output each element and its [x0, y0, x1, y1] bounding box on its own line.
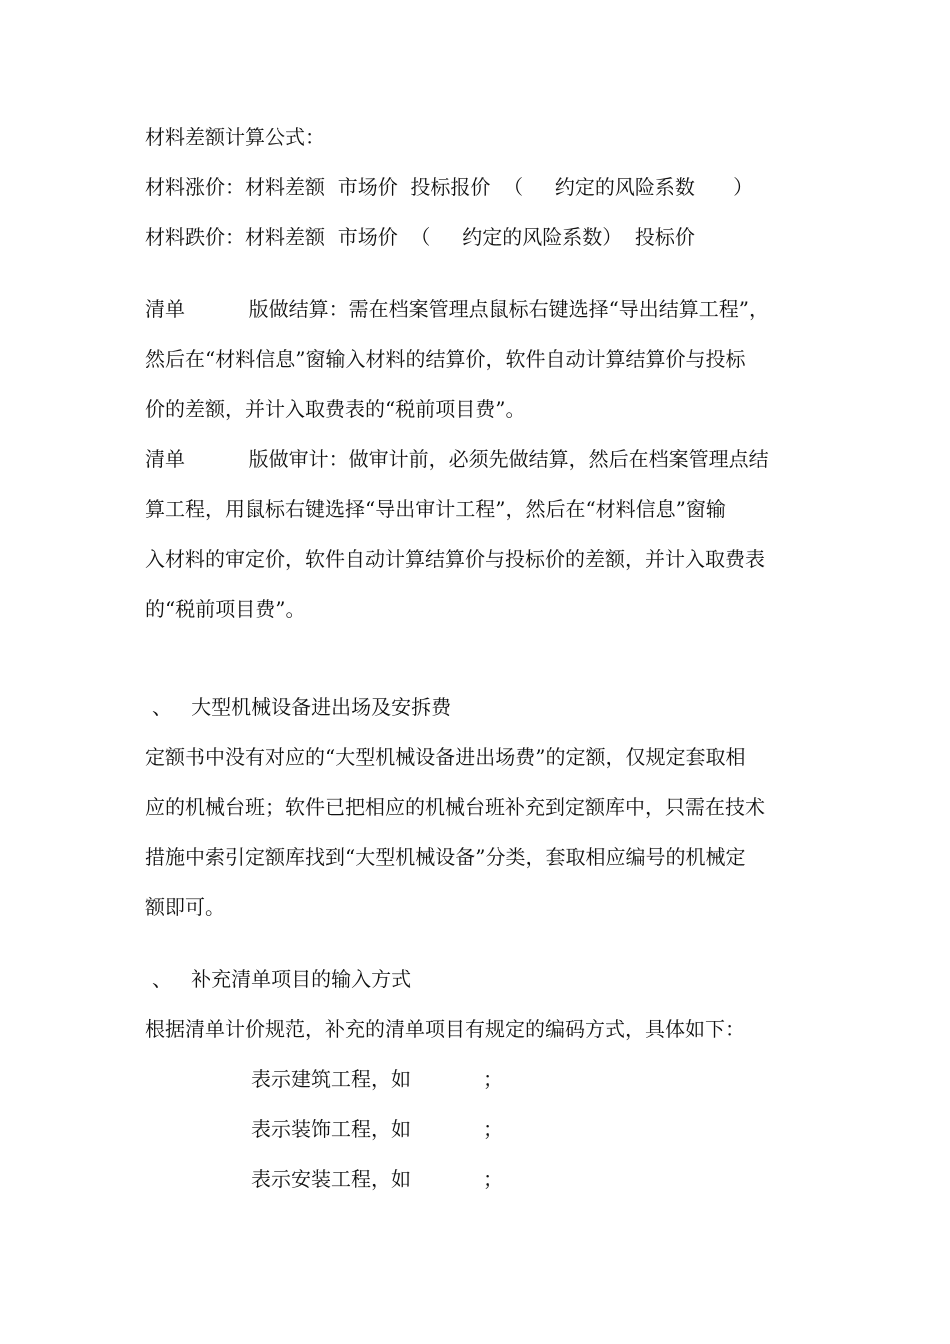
list-item: 表示建筑工程，如: [251, 1067, 411, 1091]
list-item-end: ；: [483, 1117, 503, 1141]
machinery-line-4: 额即可。: [145, 895, 225, 919]
audit-line-4: 的“税前项目费”。: [145, 597, 306, 621]
settlement-line-3: 价的差额，并计入取费表的“税前项目费”。: [145, 397, 526, 421]
machinery-line-3: 措施中索引定额库找到“大型机械设备”分类，套取相应编号的机械定: [145, 845, 746, 869]
machinery-line-1: 定额书中没有对应的“大型机械设备进出场费”的定额，仅规定套取相: [145, 745, 746, 769]
supplement-intro: 根据清单计价规范，补充的清单项目有规定的编码方式，具体如下：: [145, 1017, 745, 1041]
machinery-line-2: 应的机械台班；软件已把相应的机械台班补充到定额库中，只需在技术: [145, 795, 765, 819]
list-item-end: ；: [483, 1067, 503, 1091]
audit-line-1: 清单 版做审计：做审计前，必须先做结算，然后在档案管理点结: [145, 447, 769, 471]
formula-title: 材料差额计算公式：: [145, 125, 325, 149]
list-item: 表示装饰工程，如: [251, 1117, 411, 1141]
list-item-end: ；: [483, 1167, 503, 1191]
audit-line-2: 算工程，用鼠标右键选择“导出审计工程”，然后在“材料信息”窗输: [145, 497, 726, 521]
formula-rise: 材料涨价：材料差额 市场价 投标报价 （ 约定的风险系数 ）: [145, 175, 754, 199]
settlement-line-1: 清单 版做结算：需在档案管理点鼠标右键选择“导出结算工程”，: [145, 297, 770, 321]
list-item: 表示安装工程，如: [251, 1167, 411, 1191]
settlement-line-2: 然后在“材料信息”窗输入材料的结算价，软件自动计算结算价与投标: [145, 347, 746, 371]
formula-fall: 材料跌价：材料差额 市场价 （ 约定的风险系数） 投标价: [145, 225, 695, 249]
machinery-heading: 、 大型机械设备进出场及安拆费: [152, 695, 452, 719]
supplement-heading: 、 补充清单项目的输入方式: [152, 967, 412, 991]
audit-line-3: 入材料的审定价，软件自动计算结算价与投标价的差额，并计入取费表: [145, 547, 765, 571]
